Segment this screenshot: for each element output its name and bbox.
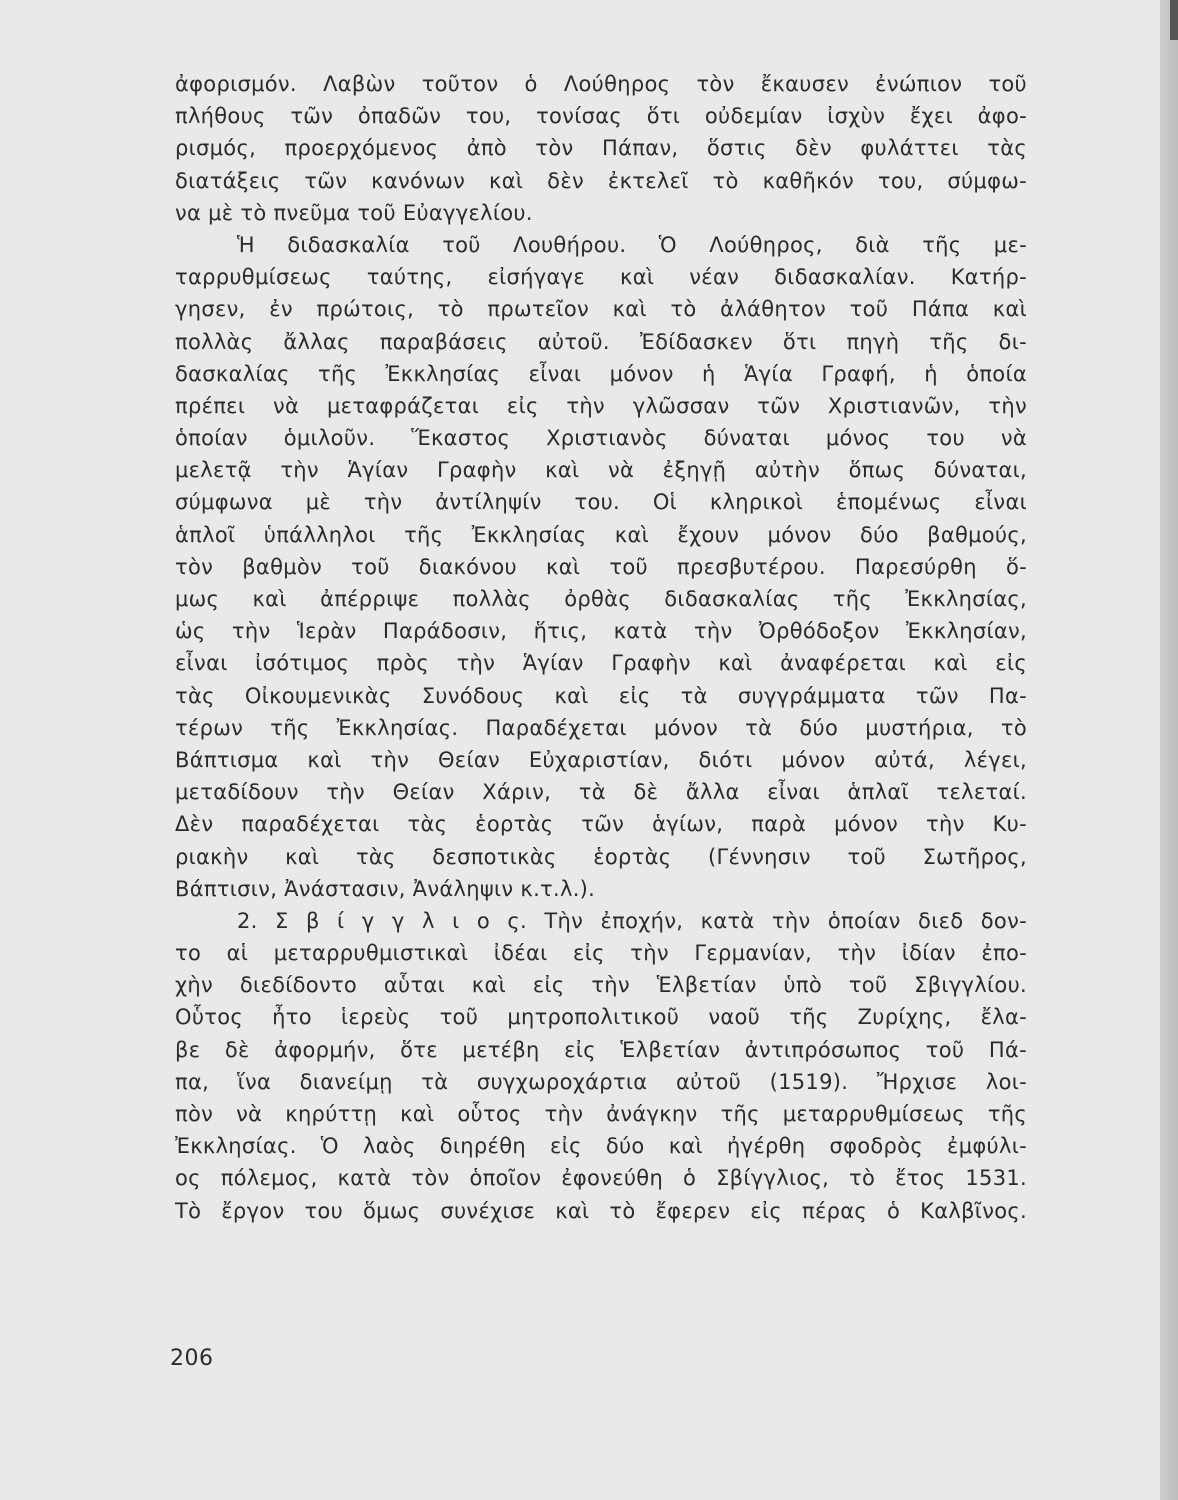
text-line: ὁποίαν ὁμιλοῦν. Ἕκαστος Χριστιανὸς δύναται μόνος του νὰ [175, 426, 1027, 451]
text-line: το αἱ μεταρρυθμιστικαὶ ἰδέαι εἰς τὴν Γερμανίαν, τὴν ἰδίαν ἐπο- [175, 941, 1027, 966]
text-line: διατάξεις τῶν κανόνων καὶ δὲν ἐκτελεῖ τὸ καθῆκόν του, σύμφω- [175, 168, 1027, 193]
text-line: ὡς τὴν Ἱερὰν Παράδοσιν, ἥτις, κατὰ τὴν Ὀρθόδοξον Ἐκκλησίαν, [175, 619, 1027, 644]
page-edge [1160, 0, 1178, 1500]
text-line: τέρων τῆς Ἐκκλησίας. Παραδέχεται μόνον τὰ δύο μυστήρια, τὸ [175, 715, 1027, 740]
text-line: μελετᾷ τὴν Ἁγίαν Γραφὴν καὶ νὰ ἐξηγῇ αὐτὴν ὅπως δύναται, [175, 458, 1027, 483]
text-line: εἶναι ἰσότιμος πρὸς τὴν Ἁγίαν Γραφὴν καὶ ἀναφέρεται καὶ εἰς [175, 651, 1027, 676]
text-line: Τὸ ἔργον του ὅμως συνέχισε καὶ τὸ ἔφερεν εἰς πέρας ὁ Καλβῖνος. [175, 1198, 1027, 1223]
text-line: ἀφορισμόν. Λαβὼν τοῦτον ὁ Λούθηρος τὸν ἔκαυσεν ἐνώπιον τοῦ [175, 72, 1027, 96]
text-line: σύμφωνα μὲ τὴν ἀντίληψίν του. Οἱ κληρικοὶ ἑπομένως εἶναι [175, 490, 1027, 515]
text-line: πα, ἵνα διανείμῃ τὰ συγχωροχάρτια αὐτοῦ (1519). Ἤρχισε λοι- [175, 1069, 1027, 1094]
text-line: πολλὰς ἄλλας παραβάσεις αὐτοῦ. Ἐδίδασκεν ὅτι πηγὴ τῆς δι- [175, 329, 1027, 354]
text-line: Οὗτος ἦτο ἱερεὺς τοῦ μητροπολιτικοῦ ναοῦ τῆς Ζυρίχης, ἔλα- [175, 1005, 1027, 1030]
page-corner-shadow [1170, 0, 1178, 40]
text-line: ρισμός, προερχόμενος ἀπὸ τὸν Πάπαν, ὅστις δὲν φυλάττει τὰς [175, 136, 1027, 161]
text-line: πλήθους τῶν ὀπαδῶν του, τονίσας ὅτι οὐδεμίαν ἰσχὺν ἔχει ἀφο- [175, 104, 1027, 129]
text-line: πρέπει νὰ μεταφράζεται εἰς τὴν γλῶσσαν τῶν Χριστιανῶν, τὴν [175, 393, 1027, 418]
text-line: ριακὴν καὶ τὰς δεσποτικὰς ἑορτὰς (Γέννησιν τοῦ Σωτῆρος, [175, 844, 1027, 869]
text-line: Βάπτισμα καὶ τὴν Θείαν Εὐχαριστίαν, διότι μόνον αὐτά, λέγει, [175, 747, 1027, 772]
text-line: βε δὲ ἀφορμήν, ὅτε μετέβη εἰς Ἑλβετίαν ἀντιπρόσωπος τοῦ Πά- [175, 1037, 1027, 1062]
text-line: Δὲν παραδέχεται τὰς ἑορτὰς τῶν ἁγίων, παρὰ μόνον τὴν Κυ- [175, 812, 1027, 837]
text-line: ἁπλοῖ ὑπάλληλοι τῆς Ἐκκλησίας καὶ ἔχουν μόνον δύο βαθμούς, [175, 522, 1027, 547]
text-line: μεταδίδουν τὴν Θείαν Χάριν, τὰ δὲ ἄλλα εἶναι ἁπλαῖ τελεταί. [175, 780, 1027, 805]
text-line: δασκαλίας τῆς Ἐκκλησίας εἶναι μόνον ἡ Ἁγία Γραφή, ἡ ὁποία [175, 361, 1027, 386]
section-heading-line: 2. Σ β ί γ γ λ ι ο ς. Τὴν ἐποχήν, κατὰ τὴν ὁποίαν διεδ δον- [237, 908, 1027, 933]
text-line: πὸν νὰ κηρύττῃ καὶ οὗτος τὴν ἀνάγκην τῆς μεταρρυθμίσεως τῆς [175, 1102, 1027, 1126]
text-line: ταρρυθμίσεως ταύτης, εἰσήγαγε καὶ νέαν διδασκαλίαν. Κατήρ- [175, 265, 1027, 290]
text-line: να μὲ τὸ πνεῦμα τοῦ Εὐαγγελίου. [175, 200, 533, 225]
text-line: Ἐκκλησίας. Ὁ λαὸς διηρέθη εἰς δύο καὶ ἠγέρθη σφοδρὸς ἐμφύλι- [175, 1134, 1027, 1159]
text-line: γησεν, ἐν πρώτοις, τὸ πρωτεῖον καὶ τὸ ἀλάθητον τοῦ Πάπα καὶ [175, 297, 1027, 322]
text-line: μως καὶ ἀπέρριψε πολλὰς ὀρθὰς διδασκαλίας τῆς Ἐκκλησίας, [175, 587, 1027, 611]
text-line: τὰς Οἰκουμενικὰς Συνόδους καὶ εἰς τὰ συγγράμματα τῶν Πα- [175, 683, 1027, 708]
body-text [175, 68, 1027, 1227]
section-heading-line: Ἡ διδασκαλία τοῦ Λουθήρου. Ὁ Λούθηρος, διὰ τῆς με- [237, 232, 1027, 257]
text-line: Βάπτισιν, Ἀνάστασιν, Ἀνάληψιν κ.τ.λ.). [175, 876, 596, 901]
text-line: ος πόλεμος, κατὰ τὸν ὁποῖον ἐφονεύθη ὁ Σβίγγλιος, τὸ ἔτος 1531. [175, 1166, 1027, 1191]
text-line: χὴν διεδίδοντο αὗται καὶ εἰς τὴν Ἑλβετίαν ὑπὸ τοῦ Σβιγγλίου. [175, 973, 1027, 998]
text-line: τὸν βαθμὸν τοῦ διακόνου καὶ τοῦ πρεσβυτέρου. Παρεσύρθη ὅ- [175, 554, 1027, 579]
page-number: 206 [170, 1346, 214, 1371]
